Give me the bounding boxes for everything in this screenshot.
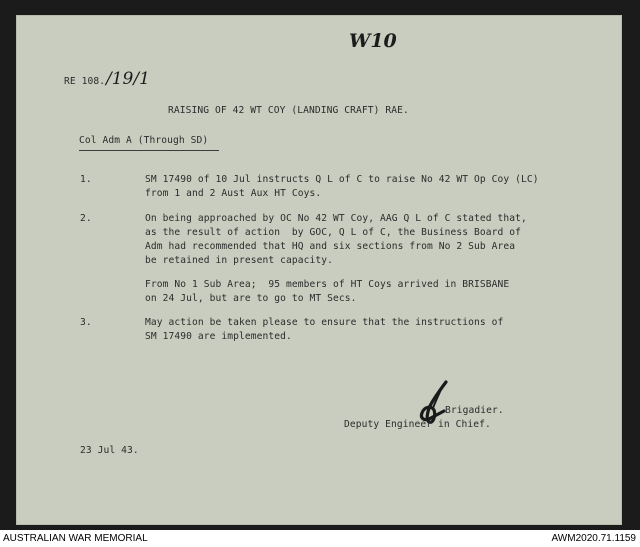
paragraph-number: 2.	[80, 213, 92, 224]
paragraph-line: SM 17490 of 10 Jul instructs Q L of C to raise No 42 WT Op Coy (LC)	[145, 174, 539, 185]
paragraph-number: 3.	[80, 317, 92, 328]
paragraph-line: On being approached by OC No 42 WT Coy, AAG Q L of C stated that,	[145, 213, 527, 224]
archive-footer	[0, 530, 640, 547]
signature-title: Deputy Engineer in Chief.	[344, 419, 491, 430]
footer-institution: AUSTRALIAN WAR MEMORIAL	[3, 533, 148, 544]
paragraph-line: from 1 and 2 Aust Aux HT Coys.	[145, 188, 322, 199]
paragraph-line: be retained in present capacity.	[145, 255, 334, 266]
paragraph-line: Adm had recommended that HQ and six sections from No 2 Sub Area	[145, 241, 516, 252]
handwritten-annotation: /19/1	[106, 69, 150, 89]
paragraph-line: on 24 Jul, but are to go to MT Secs.	[145, 293, 357, 304]
document-title: RAISING OF 42 WT COY (LANDING CRAFT) RAE.	[168, 105, 409, 116]
paragraph-number: 1.	[80, 174, 92, 185]
addressee: Col Adm A (Through SD)	[79, 135, 209, 146]
handwritten-file-number: W10	[349, 30, 397, 52]
document-reference: RE 108.	[64, 76, 106, 87]
paragraph-line: May action be taken please to ensure that the instructions of	[145, 317, 504, 328]
addressee-underline	[79, 150, 219, 151]
paragraph-line: as the result of action by GOC, Q L of C, the Business Board of	[145, 227, 522, 238]
document-date: 23 Jul 43.	[80, 445, 139, 456]
paragraph-line: SM 17490 are implemented.	[145, 331, 292, 342]
footer-accession-number: AWM2020.71.1159	[551, 533, 636, 544]
signature-rank: Brigadier.	[445, 405, 504, 416]
paragraph-line: From No 1 Sub Area; 95 members of HT Coys arrived in BRISBANE	[145, 279, 510, 290]
